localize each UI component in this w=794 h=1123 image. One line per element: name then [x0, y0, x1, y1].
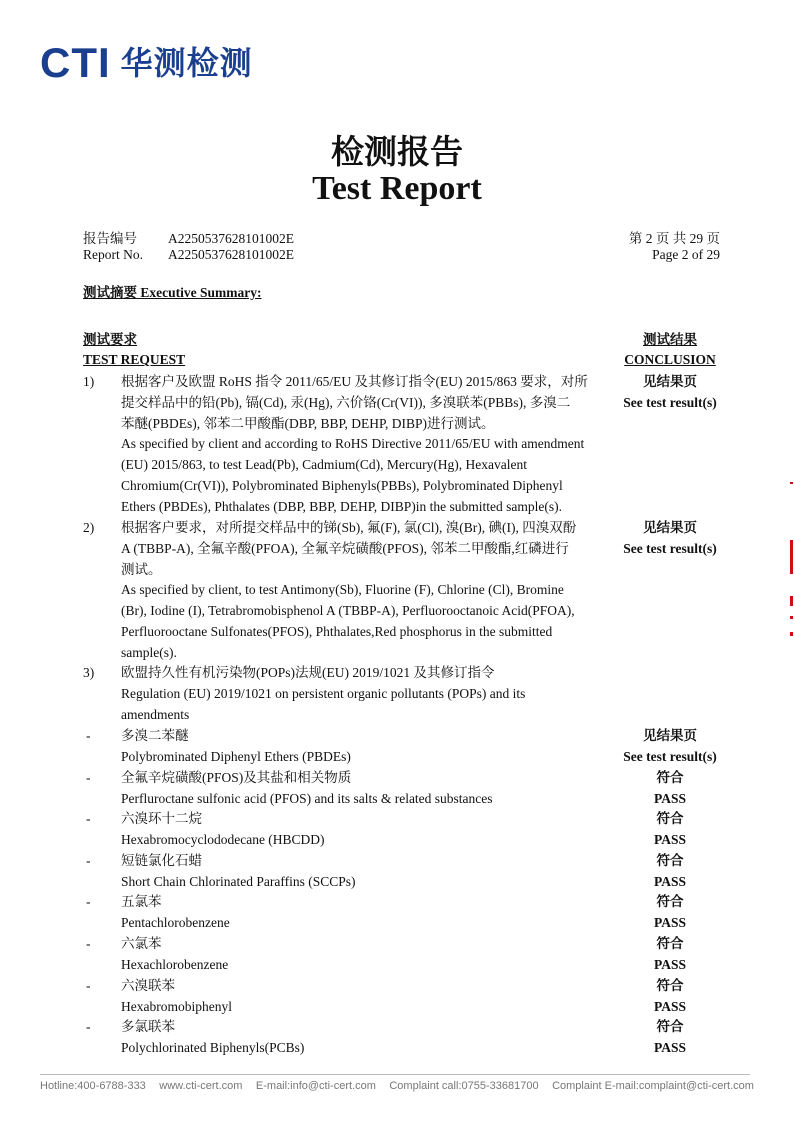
item-text-en-2: (EU) 2015/863, to test Lead(Pb), Cadmium(Cd), Mercury(Hg), Hexavalent: [121, 457, 528, 472]
result-en: PASS: [653, 1040, 686, 1055]
result-en: PASS: [653, 999, 686, 1014]
substance-cn: 六溴联苯: [121, 978, 175, 993]
page-footer: [40, 1080, 754, 1092]
item-text-cn-3: 苯醚(PBDEs), 邻苯二甲酸酯(DBP, BBP, DEHP, DIBP)进行测试。: [121, 416, 495, 431]
result-cn: 符合: [656, 1019, 684, 1034]
substance-en: Perfluroctane sulfonic acid (PFOS) and its salts & related substances: [121, 791, 493, 806]
result-cn: 符合: [656, 811, 684, 826]
substance-cn: 多溴二苯醚: [121, 728, 189, 743]
substance-cn: 五氯苯: [121, 894, 162, 909]
result-en: PASS: [653, 957, 686, 972]
report-no-value-en: A2250537628101002E: [168, 247, 294, 262]
seal-edge-mark: [790, 596, 793, 606]
result-en: PASS: [653, 832, 686, 847]
substance-cn: 六溴环十二烷: [121, 811, 202, 826]
item-text-en-1: As specified by client and according to RoHS Directive 2011/65/EU with amendment: [121, 436, 585, 451]
logo-brand: CTI: [40, 39, 111, 86]
footer-website: www.cti-cert.com: [159, 1080, 243, 1092]
result-en: See test result(s): [623, 541, 717, 556]
dash: -: [86, 1019, 91, 1034]
result-en: PASS: [653, 791, 686, 806]
result-cn: 见结果页: [643, 520, 697, 535]
footer-complaint-email: Complaint E-mail:complaint@cti-cert.com: [552, 1080, 754, 1092]
result-cn: 见结果页: [643, 728, 697, 743]
substance-cn: 全氟辛烷磺酸(PFOS)及其盐和相关物质: [121, 770, 352, 785]
substance-en: Hexachlorobenzene: [121, 957, 229, 972]
company-logo: [40, 39, 253, 86]
item-text-cn-2: A (TBBP-A), 全氟辛酸(PFOA), 全氟辛烷磺酸(PFOS), 邻苯二甲酸酯,红磷进行: [121, 541, 569, 556]
dash: -: [86, 936, 91, 951]
substance-cn: 六氯苯: [121, 936, 162, 951]
item-text-en-4: Ethers (PBDEs), Phthalates (DBP, BBP, DEHP, DIBP)in the submitted sample(s).: [121, 499, 562, 514]
substance-en: Polybrominated Diphenyl Ethers (PBDEs): [121, 749, 351, 764]
substance-en: Hexabromocyclododecane (HBCDD): [121, 832, 325, 847]
result-en: See test result(s): [623, 395, 717, 410]
footer-hotline: Hotline:400-6788-333: [40, 1080, 146, 1092]
substance-cn: 多氯联苯: [121, 1019, 175, 1034]
dash: -: [86, 978, 91, 993]
footer-complaint-call: Complaint call:0755-33681700: [389, 1080, 539, 1092]
substance-en: Polychlorinated Biphenyls(PCBs): [121, 1040, 305, 1055]
item-text-en-1: Regulation (EU) 2019/1021 on persistent organic pollutants (POPs) and its: [121, 686, 526, 701]
logo-name-cn: 华测检测: [120, 44, 253, 82]
substance-en: Pentachlorobenzene: [121, 915, 230, 930]
dash: -: [86, 770, 91, 785]
result-en: PASS: [653, 915, 686, 930]
seal-edge-mark: [790, 482, 793, 484]
item-text-cn-2: 提交样品中的铅(Pb), 镉(Cd), 汞(Hg), 六价铬(Cr(VI)), 多溴联苯(PBBs), 多溴二: [121, 395, 571, 410]
item-text-cn-1: 欧盟持久性有机污染物(POPs)法规(EU) 2019/1021 及其修订指令: [121, 665, 495, 680]
footer-divider: [40, 1074, 750, 1075]
result-cn: 符合: [656, 936, 684, 951]
page-number-en: Page 2 of 29: [652, 247, 720, 262]
dash: -: [86, 811, 91, 826]
result-cn: 符合: [656, 894, 684, 909]
dash: -: [86, 894, 91, 909]
dash: -: [86, 728, 91, 743]
result-cn: 符合: [656, 853, 684, 868]
item-text-en-3: Perfluorooctane Sulfonates(PFOS), Phthalates,Red phosphorus in the submitted: [121, 624, 553, 639]
test-request-header-en: TEST REQUEST: [83, 352, 186, 367]
report-no-label-en: Report No.: [83, 247, 143, 262]
seal-edge-mark: [790, 616, 793, 619]
report-no-value-cn: A2250537628101002E: [168, 231, 294, 246]
result-cn: 符合: [656, 770, 684, 785]
item-text-en-1: As specified by client, to test Antimony(Sb), Fluorine (F), Chlorine (Cl), Bromine: [121, 582, 564, 597]
item-number: 3): [83, 665, 95, 680]
dash: -: [86, 853, 91, 868]
result-en: PASS: [653, 874, 686, 889]
report-title-en: Test Report: [312, 170, 482, 207]
item-text-en-4: sample(s).: [121, 645, 177, 660]
item-text-cn-1: 根据客户要求，对所提交样品中的锑(Sb), 氟(F), 氯(Cl), 溴(Br), 碘(I), 四溴双酚: [121, 520, 577, 535]
item-text-en-3: Chromium(Cr(VI)), Polybrominated Biphenyls(PBBs), Polybrominated Diphenyl: [121, 478, 563, 493]
page-number-cn: 第 2 页 共 29 页: [628, 231, 720, 246]
item-number: 1): [83, 374, 95, 389]
test-request-header-cn: 测试要求: [83, 332, 137, 347]
conclusion-header-cn: 测试结果: [643, 332, 697, 347]
substance-en: Hexabromobiphenyl: [121, 999, 232, 1014]
item-text-cn-3: 测试。: [121, 562, 162, 577]
report-title-cn: 检测报告: [331, 132, 463, 171]
item-text-cn-1: 根据客户及欧盟 RoHS 指令 2011/65/EU 及其修订指令(EU) 2015/863 要求，对所: [121, 374, 588, 389]
item-text-en-2: amendments: [121, 707, 190, 722]
item-number: 2): [83, 520, 95, 535]
seal-edge-mark: [790, 632, 793, 636]
result-en: See test result(s): [623, 749, 717, 764]
substance-en: Short Chain Chlorinated Paraffins (SCCPs): [121, 874, 356, 889]
footer-email: E-mail:info@cti-cert.com: [255, 1080, 376, 1092]
result-cn: 见结果页: [643, 374, 697, 389]
result-cn: 符合: [656, 978, 684, 993]
item-text-en-2: (Br), Iodine (I), Tetrabromobisphenol A (TBBP-A), Perfluorooctanoic Acid(PFOA),: [121, 603, 575, 618]
report-no-label-cn: 报告编号: [83, 231, 137, 246]
executive-summary-title: 测试摘要 Executive Summary:: [83, 285, 262, 300]
substance-cn: 短链氯化石蜡: [121, 853, 202, 868]
conclusion-header-en: CONCLUSION: [624, 352, 716, 367]
seal-edge-mark: [790, 540, 793, 574]
